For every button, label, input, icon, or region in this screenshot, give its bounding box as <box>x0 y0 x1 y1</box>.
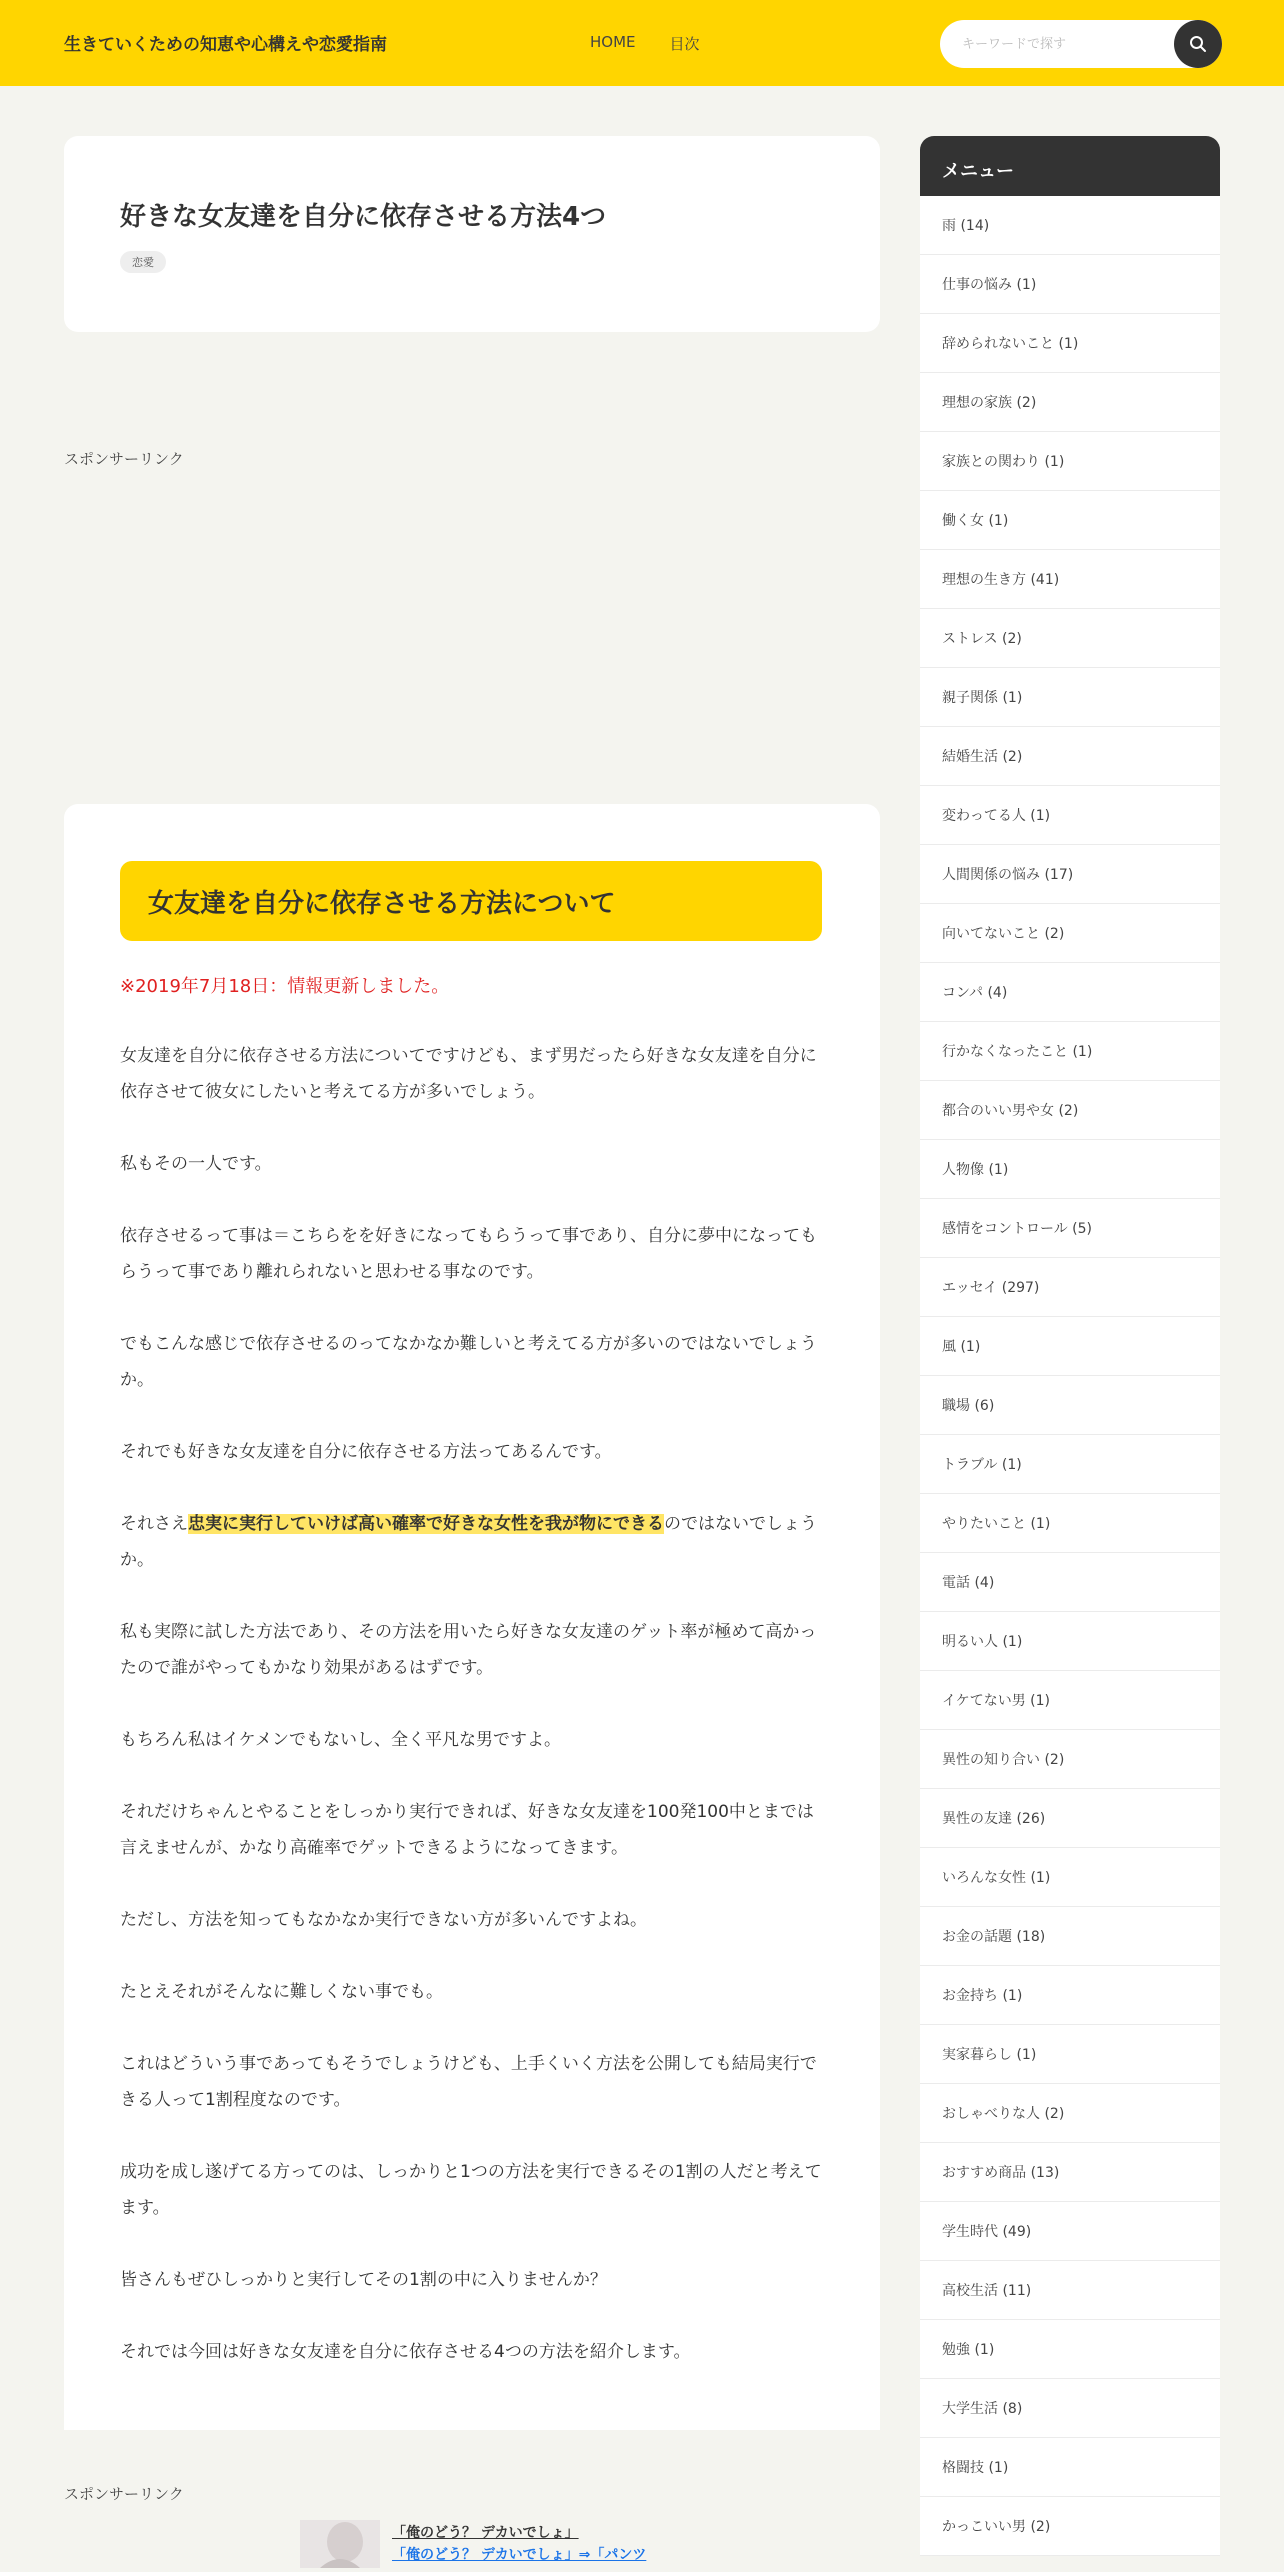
sidebar-category-item[interactable]: 理想の生き方 (41) <box>920 550 1220 609</box>
site-header <box>0 0 1284 86</box>
sidebar-category-item[interactable]: お金の話題 (18) <box>920 1907 1220 1966</box>
paragraph: それでも好きな女友達を自分に依存させる方法ってあるんです。 <box>120 1442 612 1462</box>
highlight-prefix: それさえ <box>120 1514 188 1534</box>
paragraph: 依存させるって事は＝こちらをを好きになってもらうって事であり、自分に夢中になってもらうって事であり離れられないと思わせる事なのです。 <box>120 1226 817 1282</box>
sidebar-category-item[interactable]: トラブル (1) <box>920 1435 1220 1494</box>
article-body-card <box>64 804 880 2430</box>
paragraph: 私も実際に試した方法であり、その方法を用いたら好きな女友達のゲット率が極めて高かったので誰がやってもかなり効果があるはずです。 <box>120 1622 817 1678</box>
sidebar-category-item[interactable]: 大学生活 (8) <box>920 2379 1220 2438</box>
search-box <box>940 20 1222 68</box>
paragraph: 私もその一人です。 <box>120 1154 272 1174</box>
post-header-card <box>64 136 880 332</box>
sponsor-label-bottom: スポンサーリンク <box>64 2485 184 2503</box>
nav-toc[interactable]: 目次 <box>669 35 700 53</box>
sidebar-category-item[interactable]: 働く女 (1) <box>920 491 1220 550</box>
sidebar-category-item[interactable]: 学生時代 (49) <box>920 2202 1220 2261</box>
paragraph: もちろん私はイケメンでもないし、全く平凡な男ですよ。 <box>120 1730 561 1750</box>
paragraph: 成功を成し遂げてる方ってのは、しっかりと1つの方法を実行できるその1割の人だと考えてます。 <box>120 2162 822 2218</box>
sidebar-category-item[interactable]: ストレス (2) <box>920 609 1220 668</box>
sidebar-category-item[interactable]: 人間関係の悩み (17) <box>920 845 1220 904</box>
search-icon <box>1189 35 1207 53</box>
paragraph: でもこんな感じで依存させるのってなかなか難しいと考えてる方が多いのではないでしょうか。 <box>120 1334 817 1390</box>
sidebar-category-item[interactable]: 辞められないこと (1) <box>920 314 1220 373</box>
ad-link-1[interactable]: 「俺のどう？ デカいでしょ」 <box>392 2525 579 2541</box>
sidebar-category-item[interactable]: エッセイ (297) <box>920 1258 1220 1317</box>
highlight-suffix: のではないでしょうか。 <box>120 1514 817 1570</box>
sidebar-category-item[interactable]: 格闘技 (1) <box>920 2438 1220 2497</box>
sidebar-category-item[interactable]: 家族との関わり (1) <box>920 432 1220 491</box>
sidebar-category-item[interactable]: 仕事の悩み (1) <box>920 255 1220 314</box>
sidebar-category-item[interactable]: 異性の知り合い (2) <box>920 1730 1220 1789</box>
sidebar-category-item[interactable]: 感情をコントロール (5) <box>920 1199 1220 1258</box>
sidebar-category-item[interactable]: 行かなくなったこと (1) <box>920 1022 1220 1081</box>
sidebar-category-list <box>920 196 1220 2556</box>
ad-image-icon <box>300 2520 380 2568</box>
paragraph: ただし、方法を知ってもなかなか実行できない方が多いんですよね。 <box>120 1910 647 1930</box>
sidebar-category-item[interactable]: 明るい人 (1) <box>920 1612 1220 1671</box>
sidebar-category-item[interactable]: 高校生活 (11) <box>920 2261 1220 2320</box>
sidebar-category-item[interactable]: 向いてないこと (2) <box>920 904 1220 963</box>
nav-home[interactable]: HOME <box>590 33 636 51</box>
sidebar-category-item[interactable]: 理想の家族 (2) <box>920 373 1220 432</box>
sidebar-category-item[interactable]: 職場 (6) <box>920 1376 1220 1435</box>
category-badge[interactable]: 恋愛 <box>120 251 166 273</box>
ad-thumbnail[interactable] <box>300 2520 380 2568</box>
post-title: 好きな女友達を自分に依存させる方法4つ <box>120 202 607 232</box>
sidebar-category-item[interactable]: コンパ (4) <box>920 963 1220 1022</box>
section-heading: 女友達を自分に依存させる方法について <box>120 861 822 941</box>
paragraph: それでは今回は好きな女友達を自分に依存させる4つの方法を紹介します。 <box>120 2342 691 2362</box>
search-input[interactable] <box>962 20 1162 68</box>
sidebar-category-item[interactable]: かっこいい男 (2) <box>920 2497 1220 2556</box>
sidebar-category-item[interactable]: 親子関係 (1) <box>920 668 1220 727</box>
article-text <box>120 1038 822 2406</box>
search-button[interactable] <box>1174 20 1222 68</box>
paragraph-with-highlight <box>120 1506 822 1578</box>
paragraph: それだけちゃんとやることをしっかり実行できれば、好きな女友達を100発100中とまでは言えませんが、かなり高確率でゲットできるようになってきます。 <box>120 1802 814 1858</box>
ad-banner[interactable] <box>300 2520 680 2568</box>
sidebar-category-item[interactable]: イケてない男 (1) <box>920 1671 1220 1730</box>
sidebar-category-item[interactable]: 風 (1) <box>920 1317 1220 1376</box>
sidebar-category-item[interactable]: 実家暮らし (1) <box>920 2025 1220 2084</box>
sidebar-category-item[interactable]: 人物像 (1) <box>920 1140 1220 1199</box>
sidebar-category-item[interactable]: 雨 (14) <box>920 196 1220 255</box>
sidebar-category-item[interactable]: 勉強 (1) <box>920 2320 1220 2379</box>
ad-link-2[interactable]: 「俺のどう？ デカいでしょ」⇒「パンツ <box>392 2547 647 2563</box>
sponsor-label-top: スポンサーリンク <box>64 450 184 468</box>
main-nav <box>590 33 700 54</box>
sidebar-category-item[interactable]: 電話 (4) <box>920 1553 1220 1612</box>
update-notice: ※2019年7月18日：情報更新しました。 <box>120 976 450 997</box>
paragraph: 女友達を自分に依存させる方法についてですけども、まず男だったら好きな女友達を自分に依存させて彼女にしたいと考えてる方が多いでしょう。 <box>120 1046 817 1102</box>
sidebar-category-item[interactable]: お金持ち (1) <box>920 1966 1220 2025</box>
paragraph: これはどういう事であってもそうでしょうけども、上手くいく方法を公開しても結局実行できる人って1割程度なのです。 <box>120 2054 817 2110</box>
paragraph: たとえそれがそんなに難しくない事でも。 <box>120 1982 443 2002</box>
sidebar-category-item[interactable]: おすすめ商品 (13) <box>920 2143 1220 2202</box>
paragraph: 皆さんもぜひしっかりと実行してその1割の中に入りませんか？ <box>120 2270 607 2290</box>
site-title[interactable]: 生きていくための知恵や心構えや恋愛指南 <box>64 35 387 55</box>
sidebar-category-item[interactable]: 変わってる人 (1) <box>920 786 1220 845</box>
sidebar-category-item[interactable]: いろんな女性 (1) <box>920 1848 1220 1907</box>
sidebar-category-item[interactable]: 都合のいい男や女 (2) <box>920 1081 1220 1140</box>
sidebar <box>920 136 1220 2556</box>
sidebar-title: メニュー <box>920 136 1220 196</box>
sidebar-category-item[interactable]: おしゃべりな人 (2) <box>920 2084 1220 2143</box>
sidebar-category-item[interactable]: 結婚生活 (2) <box>920 727 1220 786</box>
highlighted-text: 忠実に実行していけば高い確率で好きな女性を我が物にできる <box>188 1514 664 1534</box>
sidebar-category-item[interactable]: 異性の友達 (26) <box>920 1789 1220 1848</box>
sidebar-category-item[interactable]: やりたいこと (1) <box>920 1494 1220 1553</box>
